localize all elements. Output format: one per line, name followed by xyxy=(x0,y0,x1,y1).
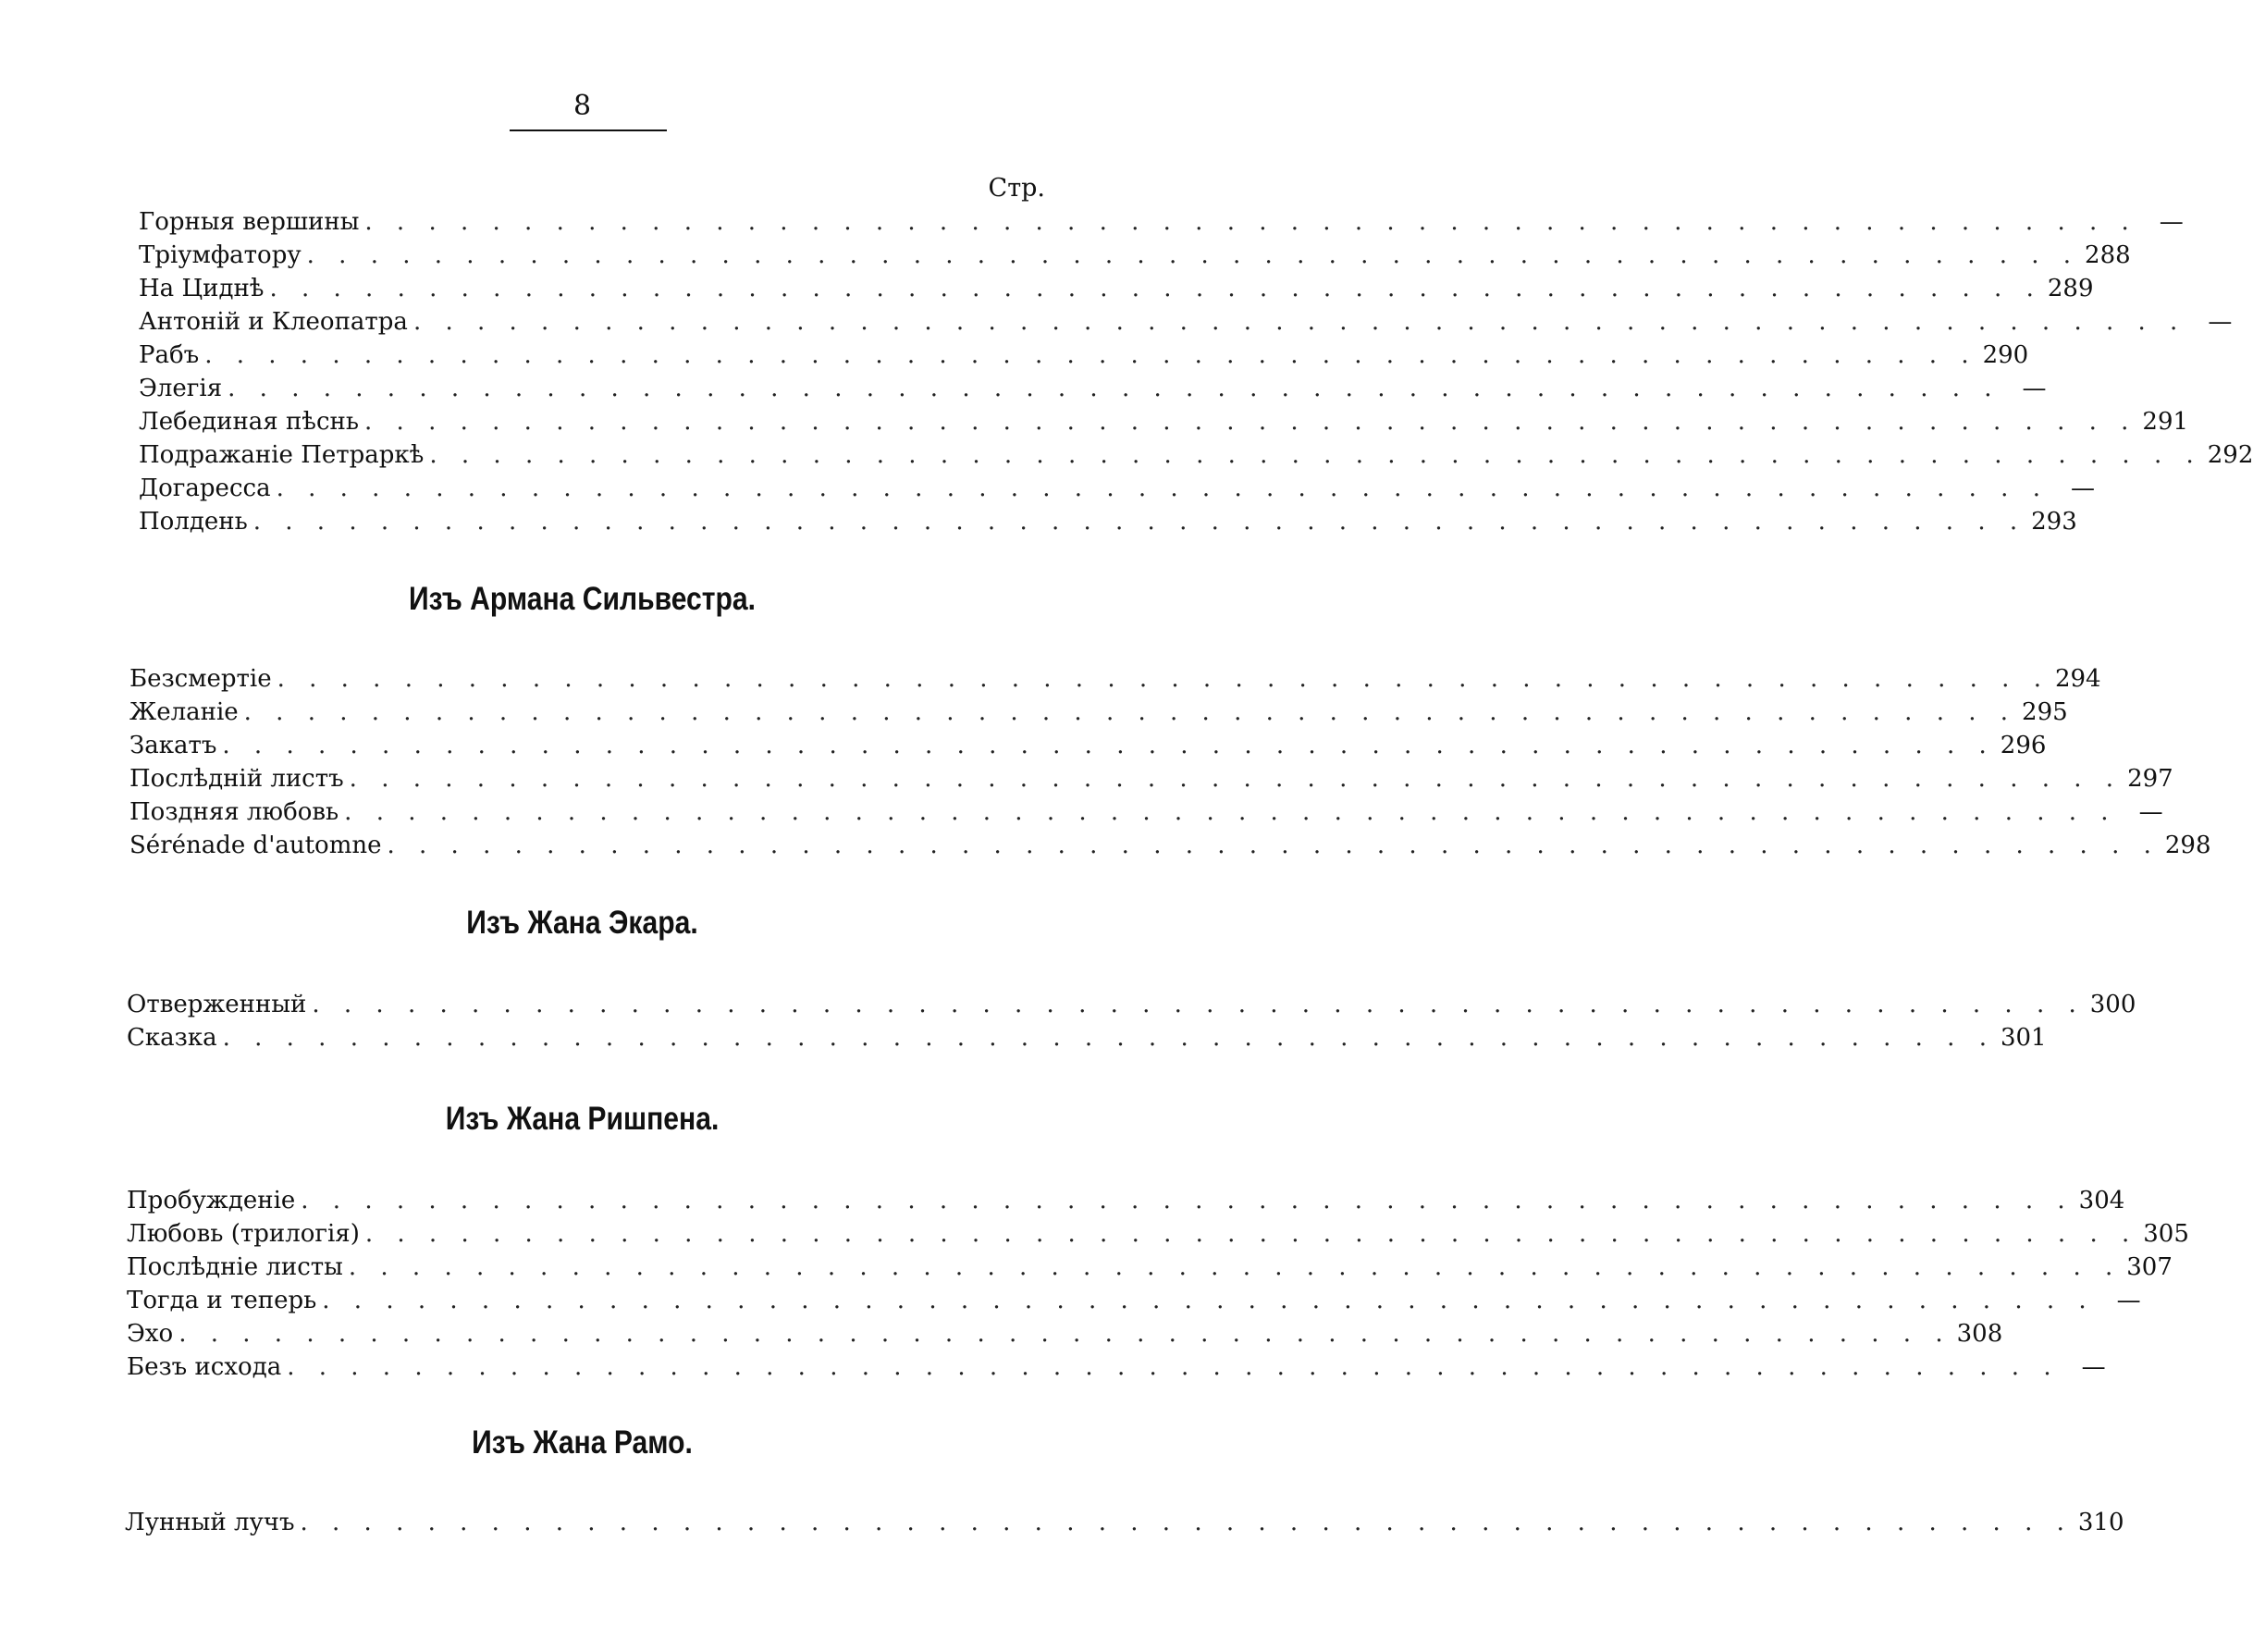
toc-section-rameau xyxy=(125,1506,2124,1539)
toc-entry[interactable] xyxy=(129,762,2173,795)
toc-entry-title: Закатъ xyxy=(129,732,217,759)
toc-entry-page: — xyxy=(2159,208,2184,236)
toc-section-aicard xyxy=(127,988,2136,1054)
toc-entry-title: Эхо xyxy=(127,1320,174,1348)
toc-entry-title: Рабъ xyxy=(139,341,200,369)
toc-entry-title: Элегія xyxy=(139,375,223,402)
toc-entry-page: 305 xyxy=(2143,1220,2189,1248)
toc-entry[interactable] xyxy=(127,1251,2173,1284)
toc-entry-page: — xyxy=(2081,1353,2106,1381)
dot-leader: . . . . . . . . . . . . . . . . . . . . . . . . . . . . . . . . . . . . . . . . . . . . . . . . . . . . . . . . xyxy=(349,765,2123,793)
toc-entry-title: Тріумфатору xyxy=(139,241,302,269)
toc-entry-title: Sérénade d'automne xyxy=(129,832,382,859)
page-number-rule xyxy=(510,129,667,131)
toc-entry[interactable] xyxy=(139,505,2077,538)
toc-entry-page: — xyxy=(2138,798,2163,826)
toc-entry-title: Желаніе xyxy=(129,698,239,726)
dot-leader: . . . . . . . . . . . . . . . . . . . . . . . . . . . . . . . . . . . . . . . . . . . . . . . . . . . . . . . . xyxy=(222,732,1995,759)
dot-leader: . . . . . . . . . . . . . . . . . . . . . . . . . . . . . . . . . . . . . . . . . . . . . . . . . . . . . . . . xyxy=(269,275,2042,302)
toc-entry[interactable] xyxy=(125,1506,2124,1539)
toc-group-1 xyxy=(139,205,2253,538)
dot-leader: . . . . . . . . . . . . . . . . . . . . . . . . . . . . . . . . . . . . . . . . . . . . . . . . . . . . . . . . xyxy=(387,832,2160,859)
toc-entry-title: Безъ исхода xyxy=(127,1353,282,1381)
toc-entry-page: 310 xyxy=(2077,1509,2124,1536)
toc-entry-page: 308 xyxy=(1956,1320,2003,1348)
dot-leader: . . . . . . . . . . . . . . . . . . . . . . . . . . . . . . . . . . . . . . . . . . . . . . . . . . . . . . . . xyxy=(252,508,2026,536)
dot-leader: . . . . . . . . . . . . . . . . . . . . . . . . . . . . . . . . . . . . . . . . . . . . . . . . . . . . . . . . xyxy=(344,798,2117,826)
dot-leader: . . . . . . . . . . . . . . . . . . . . . . . . . . . . . . . . . . . . . . . . . . . . . . . . . . . . . . . . xyxy=(306,241,2080,269)
dot-leader: . . . . . . . . . . . . . . . . . . . . . . . . . . . . . . . . . . . . . . . . . . . . . . . . . . . . . . . . xyxy=(277,665,2050,693)
page-column-label: Стр. xyxy=(988,174,1045,203)
toc-entry[interactable] xyxy=(139,272,2094,305)
toc-entry[interactable] xyxy=(139,205,2184,239)
toc-entry-page: 288 xyxy=(2085,241,2131,269)
toc-entry-title: Полдень xyxy=(139,508,248,536)
dot-leader: . . . . . . . . . . . . . . . . . . . . . . . . . . . . . . . . . . . . . . . . . . . . . . . . . . . . . . . . xyxy=(364,408,2137,436)
toc-entry-title: На Циднѣ xyxy=(139,275,265,302)
dot-leader: . . . . . . . . . . . . . . . . . . . . . . . . . . . . . . . . . . . . . . . . . . . . . . . . . . . . . . . . xyxy=(364,1220,2138,1248)
section-heading: Изъ Жана Рамо. xyxy=(472,1424,693,1461)
toc-entry-page: 297 xyxy=(2127,765,2173,793)
dot-leader: . . . . . . . . . . . . . . . . . . . . . . . . . . . . . . . . . . . . . . . . . . . . . . . . . . . . . . . . xyxy=(222,1024,1995,1052)
toc-entry[interactable] xyxy=(127,1021,2047,1054)
dot-leader: . . . . . . . . . . . . . . . . . . . . . . . . . . . . . . . . . . . . . . . . . . . . . . . . . . . . . . . . xyxy=(412,308,2186,336)
toc-entry-page: 304 xyxy=(2078,1187,2125,1214)
section-heading: Изъ Армана Сильвестра. xyxy=(408,581,757,617)
toc-entry[interactable] xyxy=(129,829,2211,862)
toc-entry[interactable] xyxy=(127,1284,2141,1317)
toc-entry-title: Лебединая пѣснь xyxy=(139,408,360,436)
toc-entry-title: Послѣдніе листы xyxy=(127,1253,343,1281)
toc-entry[interactable] xyxy=(127,1317,2003,1350)
toc-entry[interactable] xyxy=(139,372,2047,405)
toc-entry[interactable] xyxy=(129,795,2163,829)
dot-leader: . . . . . . . . . . . . . . . . . . . . . . . . . . . . . . . . . . . . . . . . . . . . . . . . . . . . . . . . xyxy=(364,208,2137,236)
toc-entry[interactable] xyxy=(139,305,2233,339)
toc-entry-page: 292 xyxy=(2207,441,2253,469)
toc-entry-title: Поздняя любовь xyxy=(129,798,339,826)
toc-entry-page: 298 xyxy=(2164,832,2211,859)
dot-leader: . . . . . . . . . . . . . . . . . . . . . . . . . . . . . . . . . . . . . . . . . . . . . . . . . . . . . . . . xyxy=(348,1253,2122,1281)
toc-entry-page: 307 xyxy=(2126,1253,2173,1281)
toc-entry[interactable] xyxy=(129,696,2068,729)
dot-leader: . . . . . . . . . . . . . . . . . . . . . . . . . . . . . . . . . . . . . . . . . . . . . . . . . . . . . . . . xyxy=(228,375,2001,402)
dot-leader: . . . . . . . . . . . . . . . . . . . . . . . . . . . . . . . . . . . . . . . . . . . . . . . . . . . . . . . . xyxy=(243,698,2017,726)
toc-entry-title: Пробужденіе xyxy=(127,1187,296,1214)
toc-entry[interactable] xyxy=(129,729,2047,762)
toc-entry[interactable] xyxy=(139,405,2189,438)
toc-entry-page: — xyxy=(2070,475,2095,502)
toc-entry-title: Тогда и теперь xyxy=(127,1287,317,1314)
section-heading: Изъ Жана Ришпена. xyxy=(445,1101,720,1137)
dot-leader: . . . . . . . . . . . . . . . . . . . . . . . . . . . . . . . . . . . . . . . . . . . . . . . . . . . . . . . . xyxy=(179,1320,1951,1348)
toc-entry[interactable] xyxy=(127,988,2136,1021)
toc-entry[interactable] xyxy=(139,472,2095,505)
toc-entry-page: 294 xyxy=(2054,665,2101,693)
dot-leader: . . . . . . . . . . . . . . . . . . . . . . . . . . . . . . . . . . . . . . . . . . . . . . . . . . . . . . . . xyxy=(429,441,2202,469)
toc-entry-title: Горныя вершины xyxy=(139,208,360,236)
toc-entry[interactable] xyxy=(127,1217,2189,1251)
page-number: 8 xyxy=(572,90,592,122)
dot-leader: . . . . . . . . . . . . . . . . . . . . . . . . . . . . . . . . . . . . . . . . . . . . . . . . . . . . . . . . xyxy=(312,991,2085,1018)
toc-entry-title: Лунный лучъ xyxy=(125,1509,295,1536)
dot-leader: . . . . . . . . . . . . . . . . . . . . . . . . . . . . . . . . . . . . . . . . . . . . . . . . . . . . . . . . xyxy=(301,1187,2074,1214)
toc-entry[interactable] xyxy=(139,239,2131,272)
toc-entry[interactable] xyxy=(139,339,2029,372)
toc-entry[interactable] xyxy=(139,438,2253,472)
toc-entry-title: Антоній и Клеопатра xyxy=(139,308,408,336)
toc-entry-page: 301 xyxy=(2000,1024,2047,1052)
toc-entry-page: 291 xyxy=(2142,408,2189,436)
toc-entry-page: 300 xyxy=(2089,991,2136,1018)
toc-section-richepin xyxy=(127,1184,2189,1384)
dot-leader: . . . . . . . . . . . . . . . . . . . . . . . . . . . . . . . . . . . . . . . . . . . . . . . . . . . . . . . . xyxy=(300,1509,2073,1536)
toc-entry-title: Безсмертіе xyxy=(129,665,272,693)
toc-entry-page: 296 xyxy=(2000,732,2047,759)
dot-leader: . . . . . . . . . . . . . . . . . . . . . . . . . . . . . . . . . . . . . . . . . . . . . . . . . . . . . . . . xyxy=(204,341,1977,369)
dot-leader: . . . . . . . . . . . . . . . . . . . . . . . . . . . . . . . . . . . . . . . . . . . . . . . . . . . . . . . . xyxy=(287,1353,2060,1381)
section-heading: Изъ Жана Экара. xyxy=(466,905,698,941)
toc-entry-page: 290 xyxy=(1982,341,2029,369)
toc-entry[interactable] xyxy=(129,662,2101,696)
dot-leader: . . . . . . . . . . . . . . . . . . . . . . . . . . . . . . . . . . . . . . . . . . . . . . . . . . . . . . . . xyxy=(276,475,2049,502)
toc-entry[interactable] xyxy=(127,1350,2106,1384)
toc-entry-page: — xyxy=(2116,1287,2141,1314)
toc-entry-page: 295 xyxy=(2022,698,2068,726)
toc-entry-page: 293 xyxy=(2031,508,2077,536)
dot-leader: . . . . . . . . . . . . . . . . . . . . . . . . . . . . . . . . . . . . . . . . . . . . . . . . . . . . . . . . xyxy=(322,1287,2095,1314)
toc-entry-title: Отверженный xyxy=(127,991,307,1018)
toc-entry-title: Подражаніе Петраркѣ xyxy=(139,441,425,469)
toc-entry-title: Любовь (трилогія) xyxy=(127,1220,360,1248)
toc-entry-page: — xyxy=(2208,308,2233,336)
toc-entry-page: — xyxy=(2022,375,2047,402)
toc-section-silvestre xyxy=(129,662,2211,862)
toc-entry-page: 289 xyxy=(2047,275,2094,302)
toc-entry-title: Сказка xyxy=(127,1024,217,1052)
toc-entry-title: Послѣдній листъ xyxy=(129,765,344,793)
toc-entry-title: Догаресса xyxy=(139,475,271,502)
toc-entry[interactable] xyxy=(127,1184,2125,1217)
